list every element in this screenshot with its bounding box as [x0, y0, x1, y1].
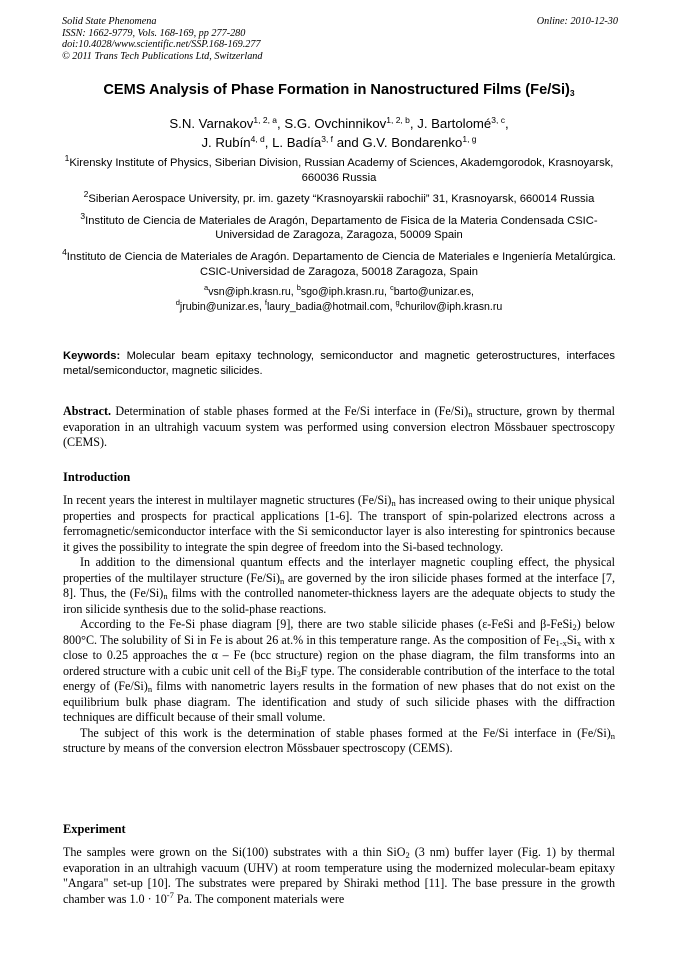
subscript: 2 [572, 622, 577, 632]
subscript: n [391, 498, 396, 508]
author-affil-sup: 3, c [491, 115, 505, 125]
text-run: In addition to the dimensional quantum effects and the interlayer magnetic coupling effect, the physical properties of the multilayer structure (Fe/Si) [63, 555, 615, 585]
author-affil-sup: 1, 2, b [386, 115, 410, 125]
keywords-text: Molecular beam epitaxy technology, semiconductor and magnetic geterostructures, interfaces metal/semiconductor, magnetic silicides. [63, 350, 615, 378]
keywords [63, 349, 615, 380]
abstract-label: Abstract. [63, 404, 112, 418]
affiliation-list [58, 153, 620, 314]
abstract-text: Determination of stable phases formed at the Fe/Si interface in (Fe/Si) [115, 404, 469, 418]
paragraph [63, 726, 615, 757]
author: J. Bartolomé [417, 116, 492, 131]
text-run: Pa. The component materials were [173, 891, 345, 906]
text-run: The samples were grown on the Si(100) substrates with a thin SiO [63, 845, 406, 859]
author: L. Badía [272, 135, 322, 150]
abstract-text: structure, grown by thermal evaporation in an ultrahigh vacuum system was performed using conversion electron Mössbauer spectroscopy (CEMS). [63, 404, 615, 449]
author-affil-sup: 1, 2, a [253, 115, 278, 125]
text-run: with x close to 0.25 approaches the α – Fe (bcc structure) region on the phase diagram, the film transforms into an ordered structure with a cubic unit cell of the Bi [63, 632, 615, 678]
subscript: n [280, 575, 285, 586]
subscript: n [610, 730, 615, 741]
email-address: churilov@iph.krasn.ru [399, 300, 503, 313]
email-address: sgo@iph.krasn.ru [300, 286, 385, 299]
email-list: $^a$vsn@iph.krasn.ru, $^b$sgo@iph.krasn.ru, $^c$barto@unizar.es, $^d$jrubin@unizar.es, $^f$laury_badia@hotmail.com, $^g$churilov@iph.krasn.ru [175, 283, 503, 313]
author-affil-sup: 3, f [321, 134, 334, 144]
text-run: (3 nm) buffer layer (Fig. 1) by thermal evaporation in an ultrahigh vacuum (UHV) at room temperature using the modernized molecular-beam epitaxy "Angara" set-up [10]. The substrates were prepared by Shiraki method [11]. The base pressure in the growth chamber was 1.0 · 10 [63, 845, 615, 906]
author-list [60, 114, 618, 152]
subscript: n [147, 684, 153, 694]
text-run: films with the controlled nanometer-thickness layers are the adequate objects to study the iron silicide synthesis due to the solid-phase reactions. [63, 586, 615, 616]
affiliation-number: 4 [62, 246, 67, 257]
text-run: According to the Fe-Si phase diagram [9], there are two stable silicide phases (ε-FeSi and β-FeSi [80, 617, 573, 631]
author-affil-sup: 1, g [462, 134, 477, 144]
text-run: are governed by the iron silicide phases formed at the interface [7, 8]. Thus, the (Fe/Si) [63, 570, 615, 600]
author-and: and [333, 135, 363, 150]
subscript: n [163, 591, 168, 601]
text-run: In recent years the interest in multilayer magnetic structures (Fe/Si) [63, 493, 392, 507]
email-address: barto@unizar.es [393, 286, 471, 299]
subscript: n [468, 409, 473, 419]
introduction-heading: Introduction [63, 470, 131, 484]
paragraph [63, 493, 615, 555]
affiliation-text: Siberian Aerospace University, pr. im. gazety “Krasnoyarskii rabochii” 31, Krasnoyarsk, 660014 Russia [88, 193, 595, 206]
copyright-line: © 2011 Trans Tech Publications Ltd, Switzerland [62, 50, 263, 62]
email-sup: f [264, 297, 267, 307]
subscript: 2 [405, 850, 410, 860]
author-sep: , [264, 135, 273, 150]
abstract [63, 404, 615, 451]
keywords-label: Keywords: [63, 350, 121, 362]
email-sup: a [204, 283, 209, 293]
affiliation [58, 210, 620, 243]
author: S.N. Varnakov [169, 116, 254, 131]
affiliation-number: 3 [80, 210, 86, 221]
email-sup: d [175, 297, 180, 307]
affiliation-number: 1 [64, 153, 70, 163]
affiliation [58, 189, 620, 207]
subscript: x [576, 637, 582, 648]
text-run: Si [566, 632, 577, 647]
experiment-body [63, 845, 615, 907]
author-sep: , [277, 116, 285, 131]
experiment-heading: Experiment [63, 822, 126, 836]
email-address: jrubin@unizar.es [179, 300, 259, 313]
author: G.V. Bondarenko [362, 135, 463, 150]
author: J. Rubín [201, 135, 251, 150]
text-run: has increased owing to their unique physical properties and prospects for practical applications [1-6]. The transport of spin-polarized electrons across a ferromagnetic/semiconductor interface with the Si semiconductor layer is also interesting for spintronics because it gives the possibility to integrate the spin degree of freedom into the Si-based technology. [63, 493, 615, 554]
author: S.G. Ovchinnikov [284, 116, 387, 131]
affiliation-text: Instituto de Ciencia de Materiales de Aragón, Departamento de Fisica de la Materia Condensada CSIC-Universidad de Zaragoza, Zaragoza, 50009 Spain [85, 214, 598, 242]
issn-line: ISSN: 1662-9779, Vols. 168-169, pp 277-280 [62, 27, 246, 39]
journal-header [62, 16, 618, 62]
email-address: laury_badia@hotmail.com [266, 300, 390, 313]
affiliation [58, 246, 620, 279]
affiliation [58, 153, 620, 185]
email-sup: b [296, 283, 301, 293]
text-run: films with nanometric layers results in the formation of new phases that do not exist on the equilibrium bulk phase diagram. The identification and study of such silicide phases with the diffraction techniques are difficult because of their small volume. [63, 679, 615, 724]
paragraph [63, 617, 615, 726]
text-run: The subject of this work is the determination of stable phases formed at the Fe/Si interface in (Fe/Si) [80, 725, 611, 740]
paper-title [40, 82, 638, 98]
paragraph [63, 845, 615, 907]
author-sep: , [409, 116, 418, 131]
text-run: F type. The considerable contribution of the interface to the total energy of (Fe/Si) [63, 663, 616, 693]
affiliation-number: 2 [83, 189, 89, 200]
subscript: 3 [296, 668, 301, 679]
text-run: ) below 800°C. The solubility of Si in Fe is about 26 at.% in this temperature range. As the composition of Fe [63, 617, 615, 647]
subscript: 1-x [555, 637, 567, 648]
affiliation-text: Instituto de Ciencia de Materiales de Aragón. Departamento de Ciencia de Materiales e Ingeniería Metalúrgica. CSIC-Universidad de Zaragoza, 50018 Zaragoza, Spain [66, 250, 616, 278]
affiliation-text: Kirensky Institute of Physics, Siberian Division, Russian Academy of Sciences, Akademgorodok, Krasnoyarsk, 660036 Russia [69, 157, 614, 184]
text-run: structure by means of the conversion electron Mössbauer spectroscopy (CEMS). [63, 741, 453, 755]
author-affil-sup: 4, d [250, 134, 265, 144]
paragraph [63, 555, 615, 617]
online-date: Online: 2010-12-30 [536, 16, 618, 27]
email-sup: c [389, 283, 394, 293]
doi-line: doi:10.4028/www.scientific.net/SSP.168-169.277 [62, 39, 261, 51]
title-subscript: 3 [569, 88, 575, 98]
author-sep: , [504, 116, 509, 131]
email-address: vsn@iph.krasn.ru [208, 286, 291, 299]
introduction-body [63, 493, 615, 757]
title-text: CEMS Analysis of Phase Formation in Nanostructured Films (Fe/Si) [103, 82, 570, 98]
journal-name: Solid State Phenomena [62, 16, 157, 27]
superscript: -7 [166, 889, 174, 900]
email-sup: g [395, 297, 400, 307]
